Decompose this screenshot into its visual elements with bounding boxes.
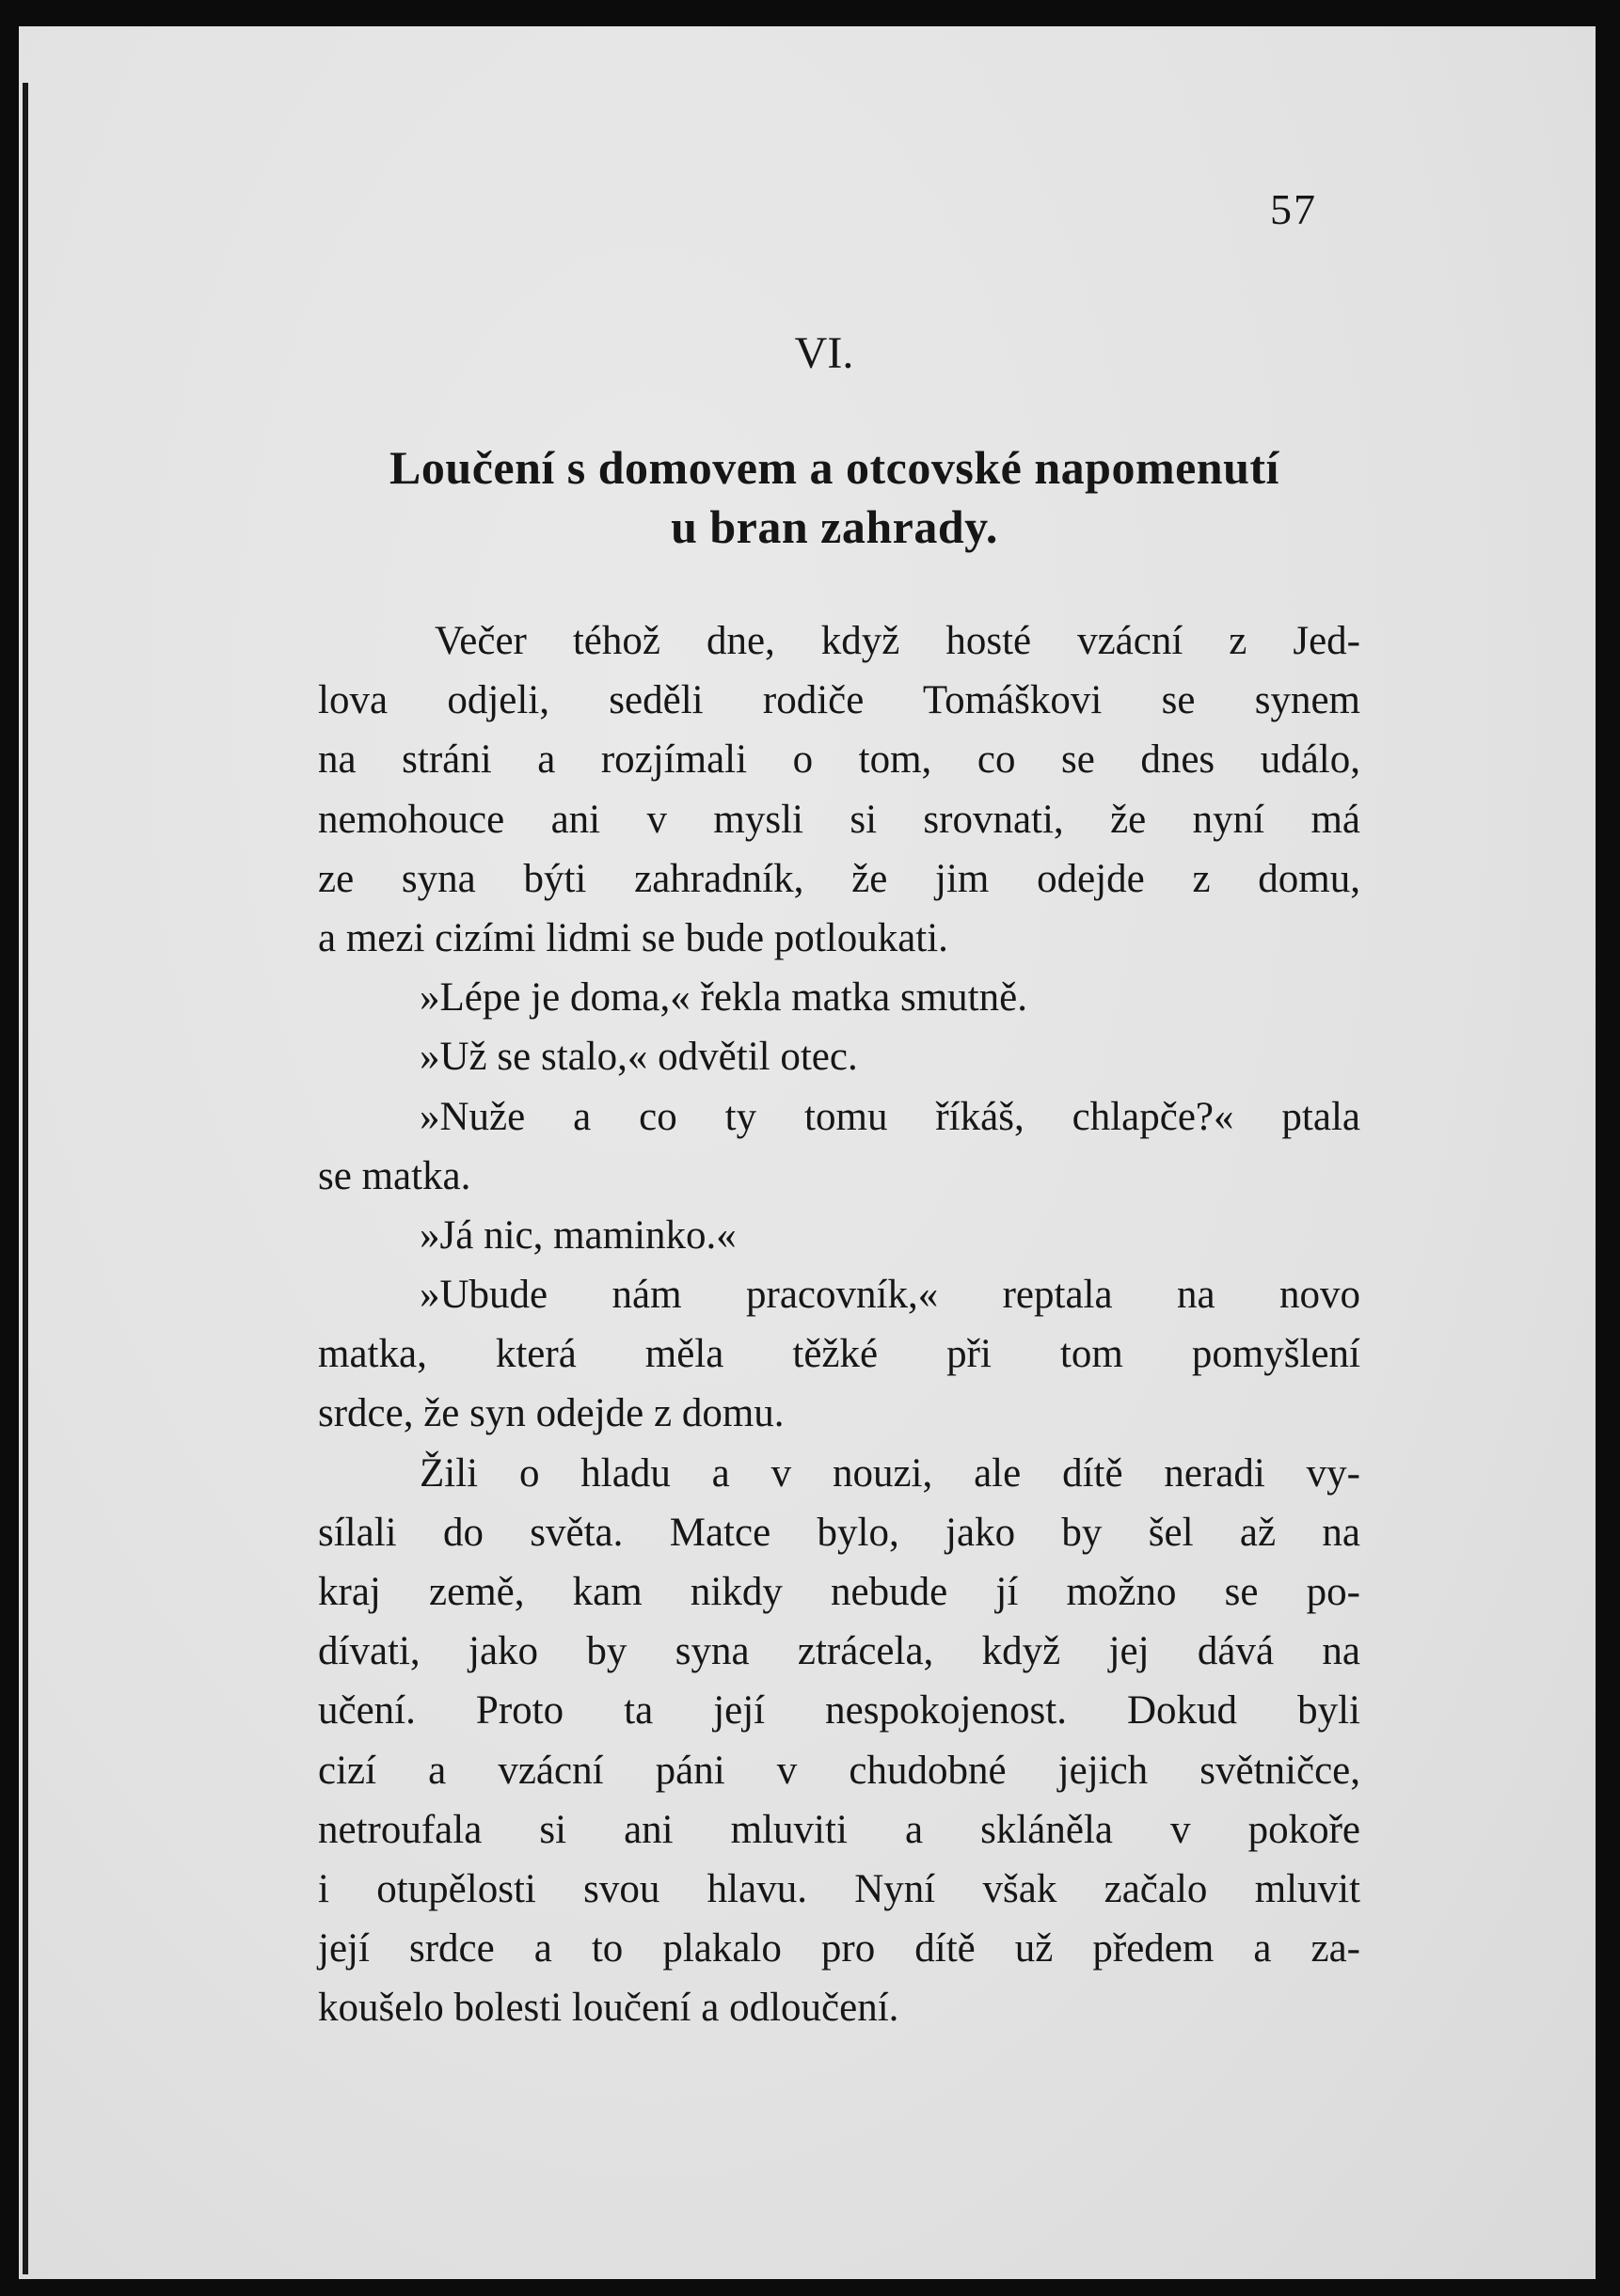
text-line: »Už se stalo,« odvětil otec. (420, 1035, 858, 1080)
text-line: Žili o hladu a v nouzi, ale dítě neradi vy- (420, 1450, 1360, 1496)
page-number: 57 (1270, 185, 1317, 233)
text-line: a mezi cizími lidmi se bude potloukati. (318, 915, 948, 960)
heading-line: u bran zahrady. (671, 500, 998, 554)
text-line: koušelo bolesti loučení a odloučení. (318, 1986, 899, 2031)
text-line: »Ubude nám pracovník,« reptala na novo (420, 1273, 1360, 1318)
book-page (19, 26, 1596, 2279)
text-line: ze syna býti zahradník, že jim odejde z domu, (318, 856, 1360, 901)
text-line: matka, která měla těžké při tom pomyšlení (318, 1332, 1360, 1377)
text-line: sílali do světa. Matce bylo, jako by šel až na (318, 1510, 1360, 1555)
text-line: nemohouce ani v mysli si srovnati, že nyní má (318, 797, 1360, 842)
text-line: i otupělosti svou hlavu. Nyní však začalo mluvit (318, 1866, 1360, 1911)
text-line: cizí a vzácní páni v chudobné jejich světničce, (318, 1748, 1360, 1793)
text-line: lova odjeli, seděli rodiče Tomáškovi se synem (318, 678, 1360, 723)
text-line: se matka. (318, 1153, 471, 1198)
text-line: její srdce a to plakalo pro dítě už předem a za- (318, 1926, 1360, 1971)
body-text (318, 611, 1360, 2038)
text-line: »Nuže a co ty tomu říkáš, chlapče?« ptala (420, 1094, 1360, 1139)
text-line: kraj země, kam nikdy nebude jí možno se po- (318, 1570, 1360, 1614)
chapter-number: VI. (794, 328, 854, 378)
text-line: na stráni a rozjímali o tom, co se dnes událo, (318, 737, 1360, 783)
text-line: Večer téhož dne, když hosté vzácní z Jed- (435, 619, 1360, 663)
text-line: učení. Proto ta její nespokojenost. Dokud byli (318, 1688, 1360, 1734)
heading-line: Loučení s domovem a otcovské napomenutí (389, 441, 1279, 494)
text-line: »Lépe je doma,« řekla matka smutně. (420, 975, 1027, 1021)
text-line: »Já nic, maminko.« (420, 1212, 737, 1258)
text-line: srdce, že syn odejde z domu. (318, 1391, 785, 1436)
text-line: dívati, jako by syna ztrácela, když jej dává na (318, 1629, 1360, 1674)
chapter-heading (312, 435, 1357, 553)
text-line: netroufala si ani mluviti a skláněla v pokoře (318, 1807, 1360, 1852)
binding-edge (23, 83, 28, 2274)
